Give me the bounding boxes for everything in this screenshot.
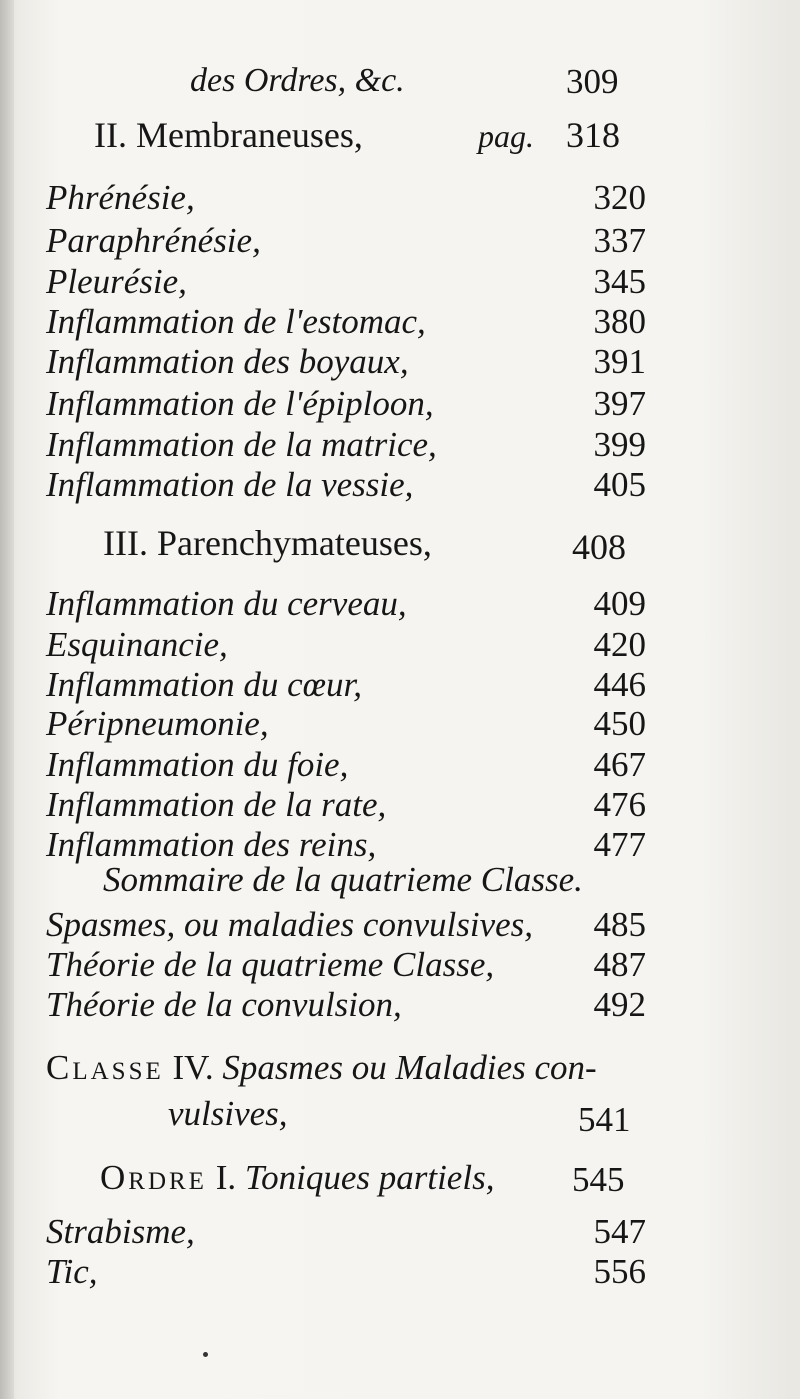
section-heading-parenchymateuses: III. Parenchymateuses,	[103, 523, 432, 563]
ordre-heading	[100, 1158, 494, 1198]
entry-label: Inflammation de l'épiploon,	[46, 384, 434, 423]
classe-heading-continued	[168, 1094, 288, 1134]
entry-label: Paraphrénésie,	[46, 221, 261, 260]
ordre-prefix: Ordre	[100, 1158, 207, 1197]
entry-label: Inflammation de la matrice,	[46, 425, 437, 464]
entry-page: 487	[593, 945, 646, 984]
entry-page: 446	[593, 665, 646, 704]
classe-title-line1: Spasmes ou Maladies con-	[222, 1048, 597, 1087]
classe-heading	[46, 1048, 597, 1088]
classe-numeral: IV.	[172, 1048, 214, 1087]
entry-label: Inflammation du cerveau,	[46, 584, 407, 623]
section-heading-membraneuses	[94, 114, 363, 156]
entry-label: Inflammation de la vessie,	[46, 465, 414, 504]
entry-page: 380	[593, 302, 646, 341]
page-gutter	[0, 0, 14, 1399]
entry-label: Théorie de la quatrieme Classe,	[46, 945, 495, 984]
entry-page: 420	[593, 625, 646, 664]
classe-title-line2: vulsives,	[168, 1094, 288, 1133]
entry-page: 476	[593, 785, 646, 824]
ordre-page-number: 545	[572, 1160, 625, 1199]
entry-page: 337	[593, 221, 646, 260]
entry-label: Tic,	[46, 1252, 98, 1291]
entry-label: Strabisme,	[46, 1212, 195, 1251]
entry-label: Inflammation des reins,	[46, 825, 377, 864]
entry-page: 345	[593, 262, 646, 301]
entry-label: Théorie de la convulsion,	[46, 985, 402, 1024]
entry-page: 477	[593, 825, 646, 864]
entry-label: Spasmes, ou maladies convulsives,	[46, 905, 534, 944]
entry-page: 399	[593, 425, 646, 464]
entry-page: 467	[593, 745, 646, 784]
entry-page: 492	[593, 985, 646, 1024]
entry-page: 405	[593, 465, 646, 504]
entry-label: Inflammation de la rate,	[46, 785, 387, 824]
entry-label: Pleurésie,	[46, 262, 187, 301]
entry-page: 547	[593, 1212, 646, 1251]
section-page-number: 318	[566, 115, 620, 155]
section-page-number: 408	[572, 527, 626, 567]
entry-page: 556	[593, 1252, 646, 1291]
entry-page: 391	[593, 342, 646, 381]
pag-label: pag.	[478, 118, 534, 154]
entry-label: Inflammation du cœur,	[46, 665, 362, 704]
classe-page-number: 541	[578, 1100, 631, 1139]
entry-label: Esquinancie,	[46, 625, 228, 664]
entry-page: 485	[593, 905, 646, 944]
entry-label: Péripneumonie,	[46, 704, 269, 743]
classe-prefix: Classe	[46, 1048, 164, 1087]
entry-page: 320	[593, 178, 646, 217]
summary-heading: Sommaire de la quatrieme Classe.	[103, 860, 583, 899]
entry-label: Inflammation du foie,	[46, 745, 349, 784]
ordre-numeral: I.	[215, 1158, 237, 1197]
entry-label: Inflammation des boyaux,	[46, 342, 409, 381]
paper-speck	[203, 1352, 208, 1357]
running-header-page-number: 309	[566, 62, 619, 101]
running-header-title: des Ordres, &c.	[190, 62, 405, 99]
section-pag-marker	[478, 114, 534, 156]
entry-label: Inflammation de l'estomac,	[46, 302, 426, 341]
entry-page: 409	[593, 584, 646, 623]
ordre-title: Toniques partiels,	[244, 1158, 495, 1197]
entry-page: 450	[593, 704, 646, 743]
section-label: II. Membraneuses,	[94, 115, 363, 155]
entry-page: 397	[593, 384, 646, 423]
entry-label: Phrénésie,	[46, 178, 195, 217]
